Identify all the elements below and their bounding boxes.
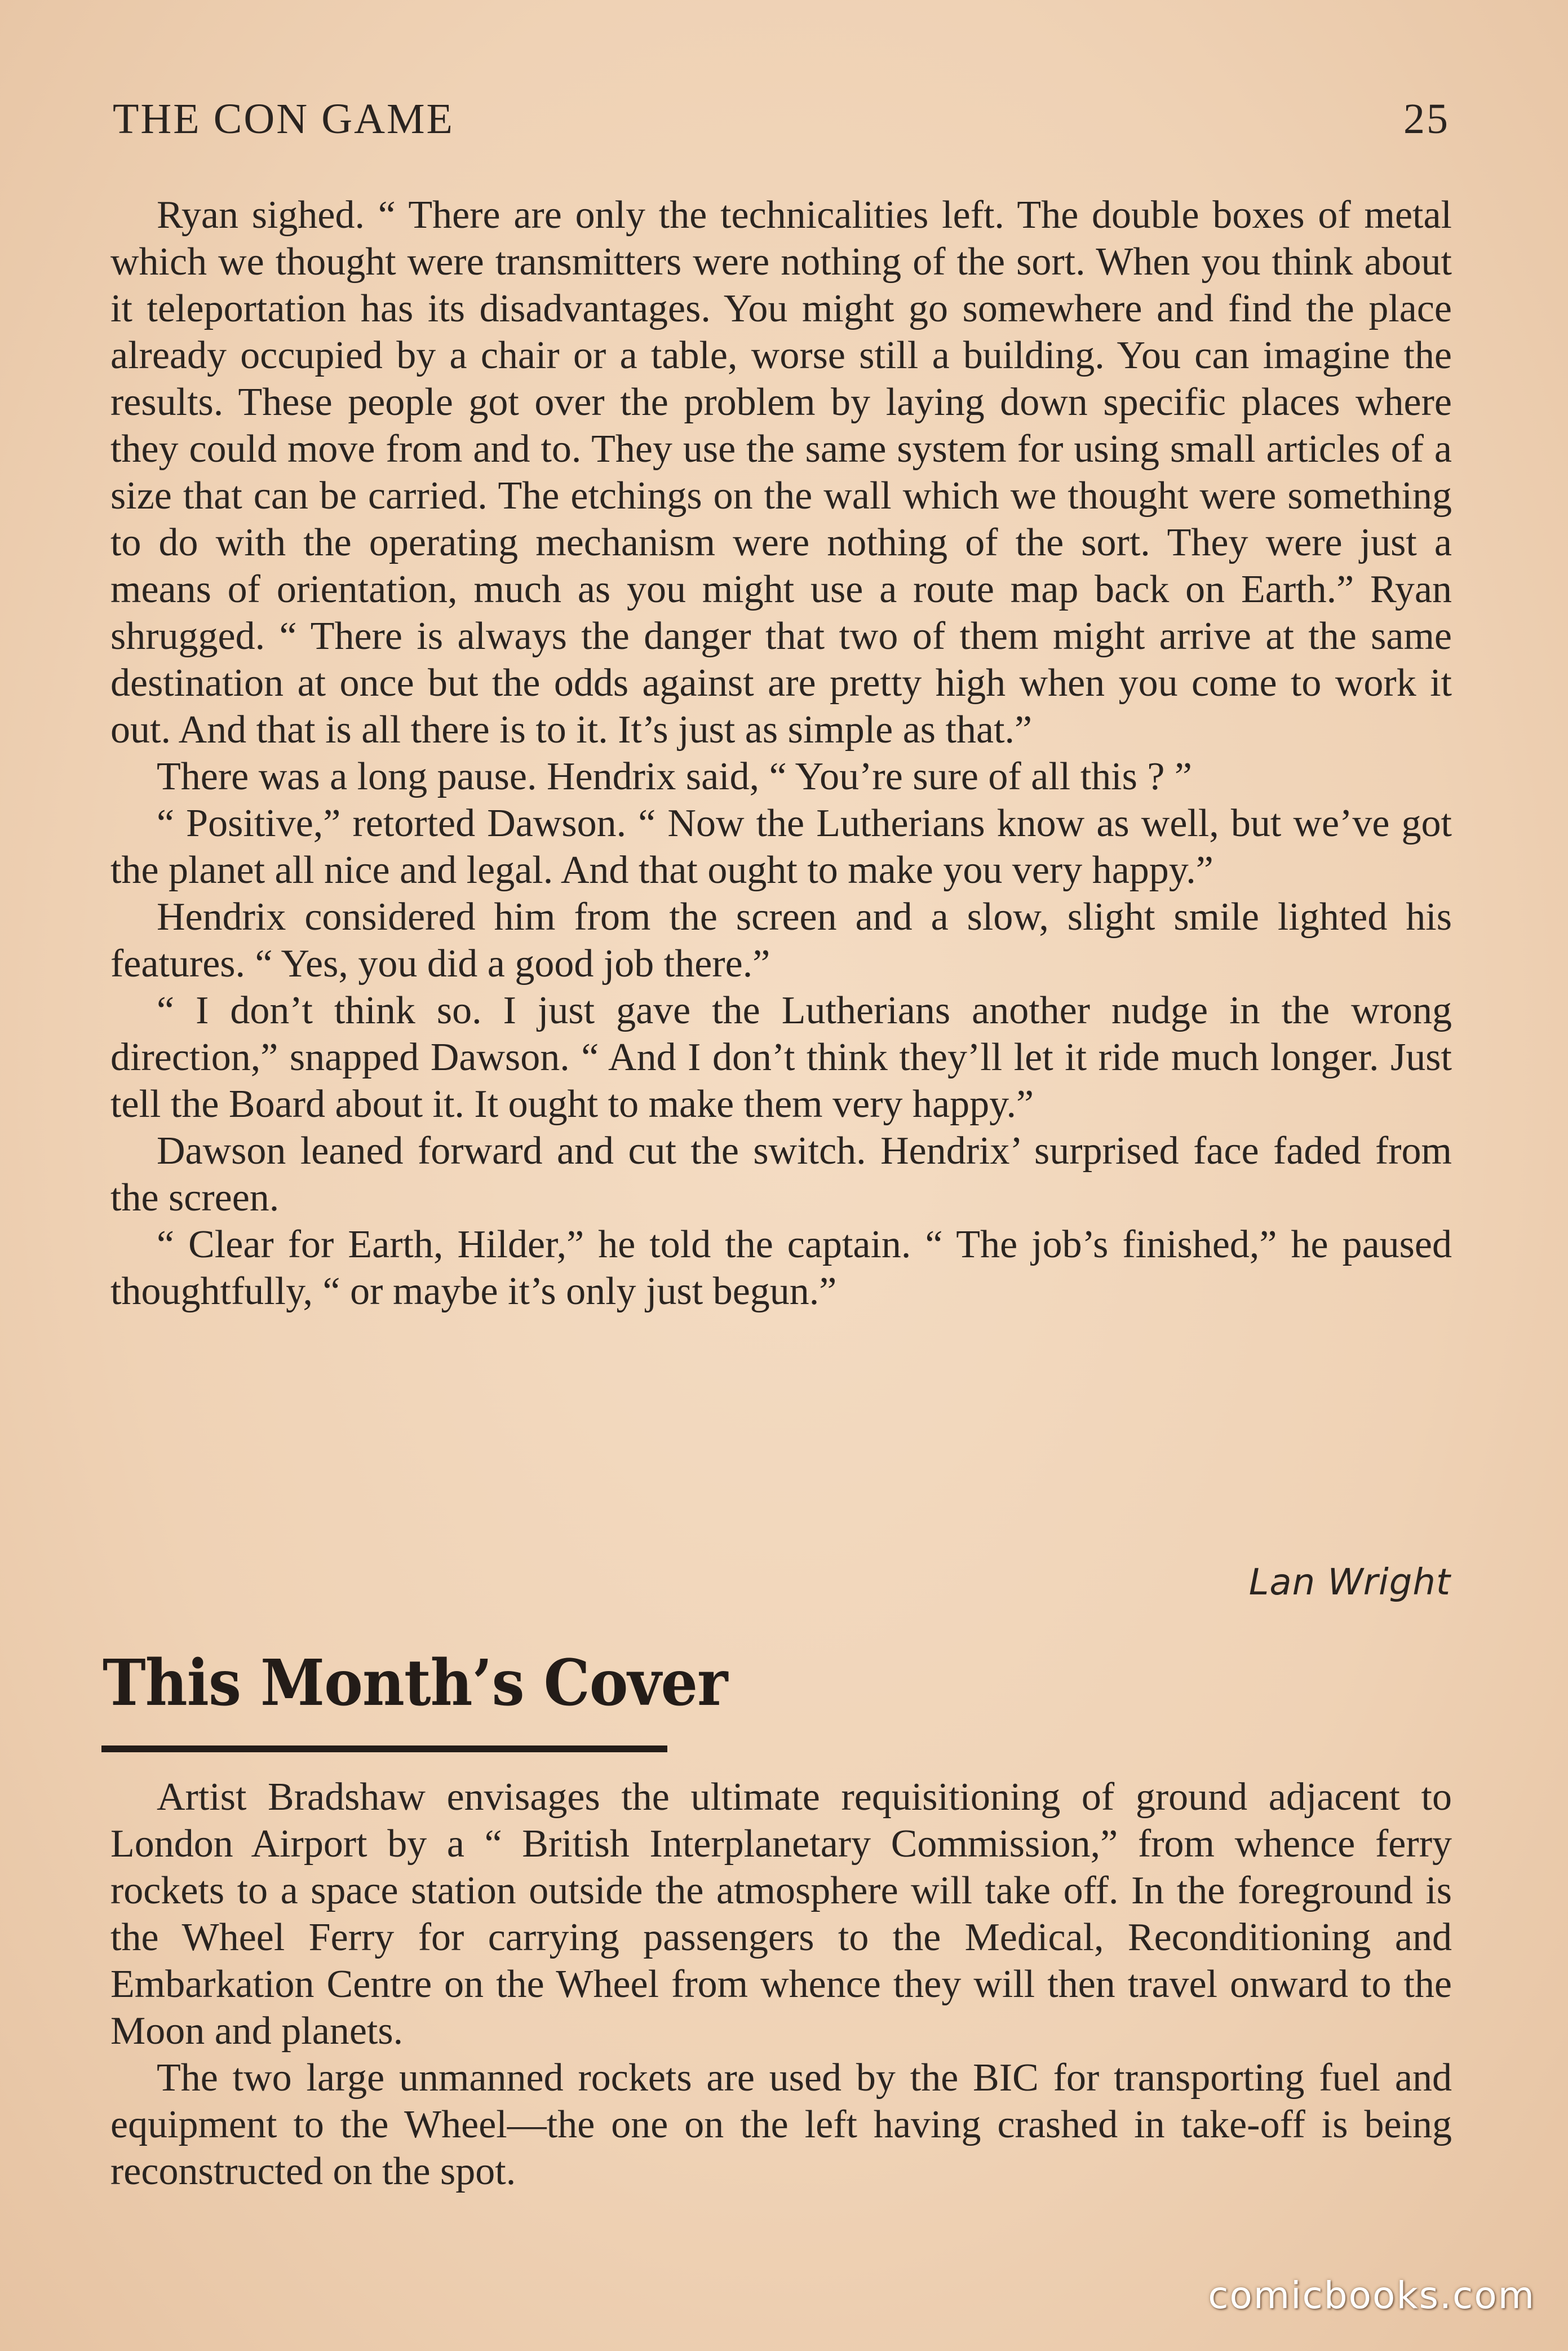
story-paragraph: There was a long pause. Hendrix said, “ You’re sure of all this ? ” [157, 755, 1192, 798]
cover-description [110, 1774, 1452, 2195]
page-number: 25 [1403, 95, 1450, 143]
story-paragraph: Hendrix considered him from the screen and a slow, slight smile lighted his features. “ Yes, you did a good job there.” [110, 895, 1452, 986]
story-paragraph: “ Clear for Earth, Hilder,” he told the captain. “ The job’s finished,” he paused thoughtfully, “ or maybe it’s only just begun.” [110, 1223, 1452, 1313]
author-signature: Lan Wright [1248, 1562, 1451, 1603]
cover-paragraph: Artist Bradshaw envisages the ultimate requisitioning of ground adjacent to London Airport by a “ British Interplanetary Commission,” from whence ferry rockets to a space station outside the atmosphere will take off. In the foreground is the Wheel Ferry for carrying passengers to the Medical, Reconditioning and Embarkation Centre on the Wheel from whence they will then travel onward to the Moon and planets. [110, 1775, 1452, 2053]
section-heading: This Month’s Cover [103, 1646, 728, 1720]
running-head [113, 95, 1450, 144]
story-paragraph: Ryan sighed. “ There are only the technicalities left. The double boxes of metal which we thought were transmitters were nothing of the sort. When you think about it teleportation has its disadvantages. You might go somewhere and find the place already occupied by a chair or a table, worse still a building. You can imagine the results. These people got over the problem by laying down specific places where they could move from and to. They use the same system for using small articles of a size that can be carried. The etchings on the wall which we thought were something to do with the operating mechanism were nothing of the sort. They were just a means of orientation, much as you might use a route map back on Earth.” Ryan shrugged. “ There is always the danger that two of them might arrive at the same destination at once but the odds against are pretty high when you come to work it out. And that is all there is to it. It’s just as simple as that.” [110, 193, 1452, 752]
cover-paragraph: The two large unmanned rockets are used by the BIC for transporting fuel and equipment to the Wheel—the one on the left having crashed in take-off is being reconstructed on the spot. [110, 2056, 1452, 2193]
story-paragraph: “ I don’t think so. I just gave the Lutherians another nudge in the wrong direction,” snapped Dawson. “ And I don’t think they’ll let it ride much longer. Just tell the Board about it. It ought to make them very happy.” [110, 989, 1452, 1126]
running-head-title: THE CON GAME [113, 95, 454, 143]
site-watermark: comicbooks.com [1208, 2274, 1535, 2317]
heading-underline [101, 1745, 667, 1752]
story-text [110, 192, 1452, 1315]
story-paragraph: “ Positive,” retorted Dawson. “ Now the Lutherians know as well, but we’ve got the planet all nice and legal. And that ought to make you very happy.” [110, 802, 1452, 892]
story-paragraph: Dawson leaned forward and cut the switch. Hendrix’ surprised face faded from the screen. [110, 1129, 1452, 1219]
